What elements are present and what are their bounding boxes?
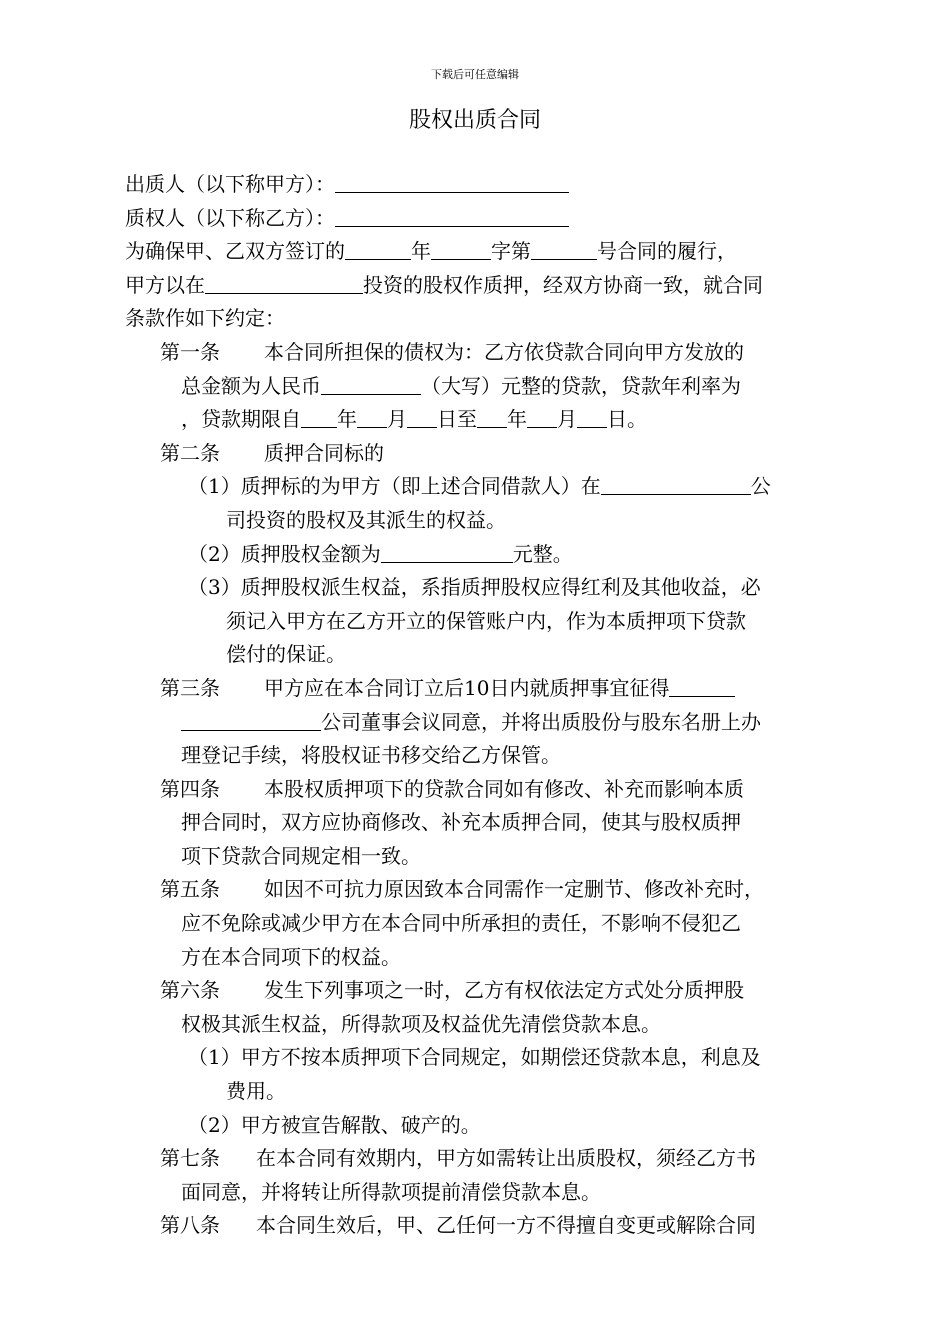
- article-6-item-2: （2）甲方被宣告解散、破产的。: [188, 1112, 481, 1137]
- article-1-text: 年: [507, 407, 527, 432]
- preamble-line-2: [125, 269, 830, 303]
- contract-body: [125, 168, 830, 1243]
- article-1-text: 日至: [437, 407, 477, 432]
- start-month-blank: [357, 405, 387, 428]
- article-3-text: 甲方应在本合同订立后10日内就质押事宜征得: [264, 675, 670, 700]
- article-5-line-2: 应不免除或减少甲方在本合同中所承担的责任，不影响不侵犯乙: [181, 911, 741, 936]
- article-1-text: ，贷款期限自: [181, 407, 301, 432]
- number-blank: [531, 237, 597, 260]
- pledgee-blank: [335, 204, 569, 227]
- article-1-label: 第一条: [160, 339, 220, 364]
- article-4-line-2: 押合同时，双方应协商修改、补充本质押合同，使其与股权质押: [181, 810, 741, 835]
- consent-blank-2: [181, 708, 321, 731]
- article-3-line-2: [125, 706, 830, 740]
- preamble-line-1: [125, 235, 830, 269]
- consent-blank-1: [669, 674, 735, 697]
- article-2-item-text: 元整。: [512, 541, 573, 566]
- article-6-text: 发生下列事项之一时，乙方有权依法定方式处分质押股: [264, 978, 744, 1003]
- article-2-line-1: [125, 437, 830, 471]
- article-2-item-text: 公: [750, 474, 771, 499]
- article-6-item-1-line-1: （1）甲方不按本质押项下合同规定，如期偿还贷款本息，利息及: [188, 1045, 761, 1070]
- article-1-text: 月: [557, 407, 577, 432]
- equity-amount-blank: [381, 540, 513, 563]
- end-day-blank: [577, 405, 607, 428]
- article-1-line-2: [125, 370, 830, 404]
- article-3-text: 公司董事会议同意，并将出质股份与股东名册上办: [321, 709, 761, 734]
- article-6-line-2: 权极其派生权益，所得款项及权益优先清偿贷款本息。: [181, 1011, 661, 1036]
- article-2-item-text: （1）质押标的为甲方（即上述合同借款人）在: [188, 474, 601, 499]
- company-blank: [205, 271, 363, 294]
- article-6-label: 第六条: [160, 978, 220, 1003]
- article-4-line-3: 项下贷款合同规定相一致。: [181, 843, 421, 868]
- pledgee-line: [125, 202, 830, 236]
- end-month-blank: [527, 405, 557, 428]
- pledgor-line: [125, 168, 830, 202]
- article-5-line-1: [125, 873, 830, 907]
- document-title: 股权出质合同: [408, 108, 541, 133]
- article-6-item-1-line-2: 费用。: [226, 1079, 286, 1104]
- article-4-label: 第四条: [160, 776, 220, 801]
- word-blank: [431, 237, 491, 260]
- article-8-line-1: [125, 1209, 830, 1243]
- article-1-text: 本合同所担保的债权为：乙方依贷款合同向甲方发放的: [264, 339, 744, 364]
- preamble-text: 字第: [491, 239, 531, 264]
- start-year-blank: [301, 405, 337, 428]
- article-7-line-1: [125, 1142, 830, 1176]
- preamble-text: 年: [411, 239, 431, 264]
- article-6-line-1: [125, 974, 830, 1008]
- article-1-text: （大写）元整的贷款，贷款年利率为: [421, 373, 741, 398]
- article-1-line-3: [125, 403, 830, 437]
- article-1-text: 月: [387, 407, 407, 432]
- invested-company-blank: [601, 472, 751, 495]
- article-7-label: 第七条: [160, 1146, 220, 1171]
- article-3-line-1: [125, 672, 830, 706]
- preamble-line-3: 条款作如下约定：: [125, 306, 285, 331]
- article-8-text: 本合同生效后，甲、乙任何一方不得擅自变更或解除合同: [256, 1213, 756, 1238]
- preamble-text: 甲方以在: [125, 272, 205, 297]
- article-1-text: 日。: [607, 407, 647, 432]
- article-3-line-3: 理登记手续，将股权证书移交给乙方保管。: [181, 743, 561, 768]
- preamble-text: 为确保甲、乙双方签订的: [125, 239, 345, 264]
- article-4-text: 本股权质押项下的贷款合同如有修改、补充而影响本质: [264, 776, 744, 801]
- article-7-text: 在本合同有效期内，甲方如需转让出质股权，须经乙方书: [256, 1146, 756, 1171]
- article-2-label: 第二条: [160, 440, 220, 465]
- year-blank: [345, 237, 411, 260]
- article-5-line-3: 方在本合同项下的权益。: [181, 944, 401, 969]
- article-2-item-3-line-3: 偿付的保证。: [226, 642, 346, 667]
- article-3-label: 第三条: [160, 675, 220, 700]
- article-2-item-text: （2）质押股权金额为: [188, 541, 381, 566]
- article-2-item-3-line-2: 须记入甲方在乙方开立的保管账户内，作为本质押项下贷款: [226, 608, 746, 633]
- preamble-text: 号合同的履行，: [597, 239, 737, 264]
- article-1-text: 总金额为人民币: [181, 373, 321, 398]
- article-2-text: 质押合同标的: [264, 440, 384, 465]
- end-year-blank: [477, 405, 507, 428]
- pledgor-blank: [335, 170, 569, 193]
- article-1-text: 年: [337, 407, 357, 432]
- pledgee-label: 质权人（以下称乙方）：: [125, 205, 335, 230]
- start-day-blank: [407, 405, 437, 428]
- article-5-text: 如因不可抗力原因致本合同需作一定删节、修改补充时，: [264, 877, 764, 902]
- article-2-item-2: [125, 538, 830, 572]
- article-2-item-1-line-2: 司投资的股权及其派生的权益。: [226, 507, 506, 532]
- pledgor-label: 出质人（以下称甲方）：: [125, 172, 335, 196]
- article-8-label: 第八条: [160, 1213, 220, 1238]
- amount-blank: [321, 372, 421, 395]
- article-4-line-1: [125, 773, 830, 807]
- article-2-item-1-line-1: [125, 470, 830, 504]
- article-5-label: 第五条: [160, 877, 220, 902]
- article-7-line-2: 面同意，并将转让所得款项提前清偿贷款本息。: [181, 1179, 601, 1204]
- article-2-item-3-line-1: （3）质押股权派生权益，系指质押股权应得红利及其他收益，必: [188, 575, 761, 600]
- header-note: 下载后可任意编辑: [431, 68, 519, 81]
- preamble-text: 投资的股权作质押，经双方协商一致，就合同: [363, 272, 763, 297]
- article-1-line-1: [125, 336, 830, 370]
